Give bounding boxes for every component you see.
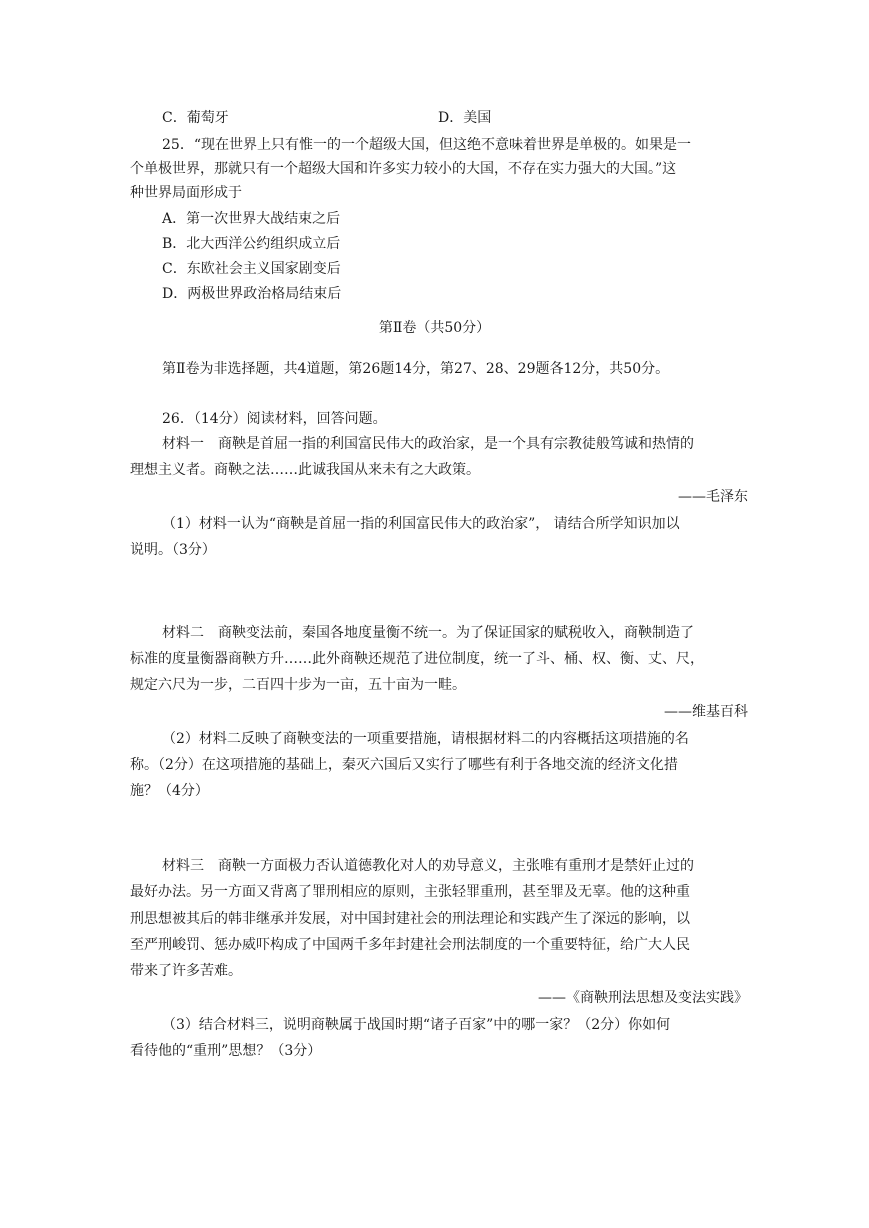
sub-question-3: 看待他的“重刑”思想？（3分） [130, 1043, 322, 1059]
material3-line: 最好办法。另一方面又背离了罪刑相应的原则，主张轻罪重刑，甚至罪及无辜。他的这种重 [130, 884, 690, 900]
section-title: 第Ⅱ卷（共50分） [378, 320, 491, 336]
q25-option-a: A．第一次世界大战结束之后 [162, 211, 341, 227]
material1-line: 理想主义者。商鞅之法……此诚我国从来未有之大政策。 [130, 462, 480, 478]
sub-question-2: 称。（2分）在这项措施的基础上，秦灭六国后又实行了哪些有利于各地交流的经济文化措 [130, 757, 678, 773]
material3-line: 材料三 商鞅一方面极力否认道德教化对人的劝导意义，主张唯有重刑才是禁奸止过的 [162, 858, 694, 874]
material3-line: 刑思想被其后的韩非继承并发展，对中国封建社会的刑法理论和实践产生了深远的影响，以 [130, 911, 690, 927]
sub-question-1: 说明。（3分） [130, 542, 216, 558]
q26-header: 26．（14分）阅读材料，回答问题。 [162, 411, 387, 427]
material1-source: ——毛泽东 [678, 489, 748, 505]
q25-option-d: D．两极世界政治格局结束后 [162, 286, 342, 302]
q25-stem-line: 种世界局面形成于 [130, 185, 242, 201]
material2-source: ——维基百科 [664, 704, 748, 720]
q25-stem-line: 个单极世界，那就只有一个超级大国和许多实力较小的大国，不存在实力强大的大国。”这 [130, 161, 677, 177]
section-instruction: 第Ⅱ卷为非选择题，共4道题，第26题14分，第27、28、29题各12分，共50分。 [162, 361, 670, 377]
q25-option-c: C．东欧社会主义国家剧变后 [162, 261, 341, 277]
material3-source: ——《商鞅刑法思想及变法实践》 [538, 990, 748, 1006]
q24-option-c: C．葡萄牙 [162, 110, 229, 126]
material3-line: 带来了许多苦难。 [130, 963, 242, 979]
material2-line: 材料二 商鞅变法前，秦国各地度量衡不统一。为了保证国家的赋税收入，商鞅制造了 [162, 625, 694, 641]
q25-option-b: B．北大西洋公约组织成立后 [162, 236, 341, 252]
material1-line: 材料一 商鞅是首屈一指的利国富民伟大的政治家，是一个具有宗教徒般笃诚和热情的 [162, 436, 694, 452]
material2-line: 规定六尺为一步，二百四十步为一亩，五十亩为一畦。 [130, 677, 466, 693]
material2-line: 标准的度量衡器商鞅方升……此外商鞅还规范了进位制度，统一了斗、桶、权、衡、丈、尺， [130, 651, 704, 667]
q24-option-d: D．美国 [438, 110, 492, 126]
sub-question-3: （3）结合材料三，说明商鞅属于战国时期“诸子百家”中的哪一家？（2分）你如何 [162, 1017, 671, 1033]
q25-stem-line: 25．“现在世界上只有惟一的一个超级大国，但这绝不意味着世界是单极的。如果是一 [162, 137, 691, 153]
material3-line: 至严刑峻罚、惩办威吓构成了中国两千多年封建社会刑法制度的一个重要特征，给广大人民 [130, 937, 690, 953]
sub-question-2: （2）材料二反映了商鞅变法的一项重要措施，请根据材料二的内容概括这项措施的名 [162, 731, 689, 747]
sub-question-1: （1）材料一认为“商鞅是首屈一指的利国富民伟大的政治家”， 请结合所学知识加以 [162, 516, 680, 532]
sub-question-2: 施？（4分） [130, 783, 209, 799]
